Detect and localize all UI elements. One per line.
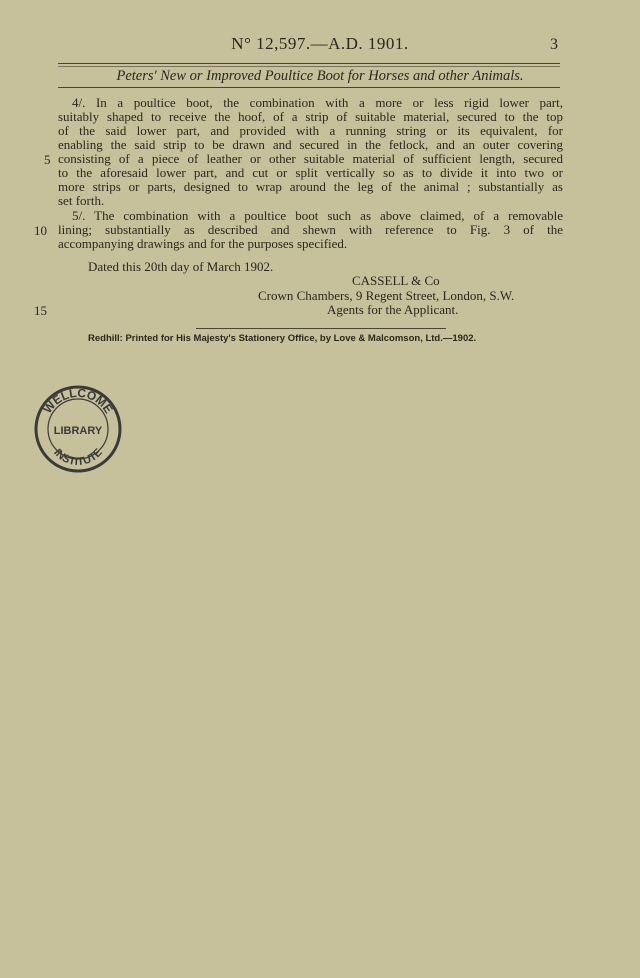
claim-line: enabling the said strip to be drawn and secured in the fetlock, and an outer covering xyxy=(58,137,563,152)
claim-line: accompanying drawings and for the purposes specified. xyxy=(58,236,348,251)
claim-line: to the aforesaid lower part, and cut or split vertically so as to divide it into two or xyxy=(58,165,563,180)
printer-imprint: Redhill: Printed for His Majesty's Stationery Office, by Love & Malcomson, Ltd.—1902. xyxy=(88,333,477,344)
page-number: 3 xyxy=(550,36,558,53)
document-title: Peters' New or Improved Poultice Boot for Horses and other Animals. xyxy=(116,68,524,84)
title-rule xyxy=(58,87,560,88)
line-number: 10 xyxy=(34,223,47,238)
imprint-rule xyxy=(196,328,446,329)
patent-number: N° 12,597.—A.D. 1901. xyxy=(231,34,409,53)
header-rule xyxy=(58,63,560,64)
agent-firm: CASSELL & Co xyxy=(352,273,440,288)
claim-line: consisting of a piece of leather or other suitable material of sufficient length, secured xyxy=(58,151,563,166)
claim-line: set forth. xyxy=(58,193,105,208)
claim-line: lining; substantially as described and shewn with reference to Fig. 3 of the xyxy=(58,222,563,237)
stamp-center-text: LIBRARY xyxy=(53,425,103,437)
library-stamp xyxy=(32,383,124,475)
claim-line: suitably shaped to receive the hoof, of a strip of suitable material, secured to the top xyxy=(58,109,563,124)
claim-line: more strips or parts, designed to wrap around the leg of the animal ; substantially as xyxy=(58,179,563,194)
header-rule-thin xyxy=(58,66,560,67)
line-number: 5 xyxy=(44,152,51,167)
agent-address: Crown Chambers, 9 Regent Street, London, S.W. xyxy=(258,288,515,303)
stamp-bottom-text: INSTITUTE xyxy=(51,446,105,469)
svg-text:WELLCOME xyxy=(40,386,115,416)
claim-line: 4/. In a poultice boot, the combination with a more or less rigid lower part, xyxy=(72,95,563,110)
line-number: 15 xyxy=(34,303,47,318)
stamp-top-text: WELLCOME xyxy=(40,385,116,416)
agent-role: Agents for the Applicant. xyxy=(327,302,459,317)
claim-line: 5/. The combination with a poultice boot such as above claimed, of a removable xyxy=(72,208,563,223)
claim-line: of the said lower part, and provided with a running string or its equivalent, for xyxy=(58,123,563,138)
dated-line: Dated this 20th day of March 1902. xyxy=(88,259,274,274)
